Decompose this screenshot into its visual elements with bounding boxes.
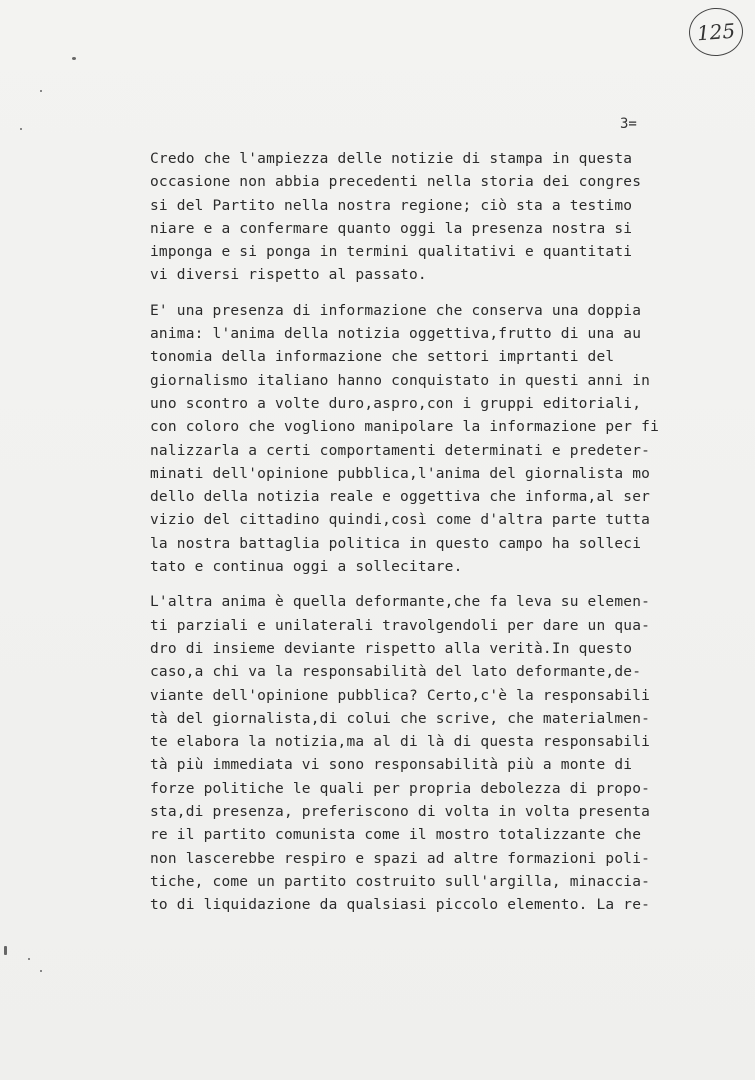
text-line: si del Partito nella nostra regione; ciò sta a testimo bbox=[150, 197, 633, 214]
text-line: niare e a confermare quanto oggi la presenza nostra si bbox=[150, 220, 633, 237]
scan-speck bbox=[28, 958, 30, 960]
text-line: to di liquidazione da qualsiasi piccolo elemento. La re- bbox=[150, 897, 651, 914]
scan-speck bbox=[4, 946, 7, 955]
text-line: Credo che l'ampiezza delle notizie di stampa in questa bbox=[150, 151, 633, 167]
text-line: nalizzarla a certi comportamenti determinati e predeter- bbox=[150, 442, 651, 459]
text-line: con coloro che vogliono manipolare la informazione per fi bbox=[150, 419, 659, 436]
paragraph bbox=[150, 300, 710, 580]
text-line: ti parziali e unilaterali travolgendoli per dare un qua- bbox=[150, 617, 651, 634]
text-line: L'altra anima è quella deformante,che fa leva su elemen- bbox=[150, 594, 651, 611]
paragraph bbox=[150, 148, 710, 288]
page-stamp bbox=[687, 6, 744, 58]
text-line: imponga e si ponga in termini qualitativi e quantitati bbox=[150, 244, 633, 261]
text-line: giornalismo italiano hanno conquistato in questi anni in bbox=[150, 372, 651, 389]
text-line: anima: l'anima della notizia oggettiva,frutto di una au bbox=[150, 326, 642, 343]
text-line: tonomia della informazione che settori imprtanti del bbox=[150, 349, 615, 366]
text-line: tiche, come un partito costruito sull'argilla, minaccia- bbox=[150, 873, 651, 890]
text-line: sta,di presenza, preferiscono di volta in volta presenta bbox=[150, 804, 651, 821]
text-line: vizio del cittadino quindi,così come d'altra parte tutta bbox=[150, 512, 651, 529]
text-line: la nostra battaglia politica in questo campo ha solleci bbox=[150, 535, 642, 552]
stamp-number: 125 bbox=[696, 18, 736, 46]
text-line: vi diversi rispetto al passato. bbox=[150, 267, 427, 284]
text-line: tato e continua oggi a sollecitare. bbox=[150, 559, 463, 576]
text-line: dro di insieme deviante rispetto alla verità.In questo bbox=[150, 640, 633, 657]
text-line: minati dell'opinione pubblica,l'anima del giornalista mo bbox=[150, 465, 651, 482]
text-line: forze politiche le quali per propria debolezza di propo- bbox=[150, 780, 651, 797]
text-line: tà del giornalista,di colui che scrive, che materialmen- bbox=[150, 710, 651, 727]
scan-speck bbox=[40, 970, 42, 972]
page-number: 3= bbox=[620, 116, 637, 132]
text-line: te elabora la notizia,ma al di là di questa responsabili bbox=[150, 734, 651, 751]
text-line: E' una presenza di informazione che conserva una doppia bbox=[150, 302, 642, 319]
text-line: dello della notizia reale e oggettiva che informa,al ser bbox=[150, 489, 651, 506]
text-line: caso,a chi va la responsabilità del lato deformante,de- bbox=[150, 664, 642, 681]
text-line: occasione non abbia precedenti nella storia dei congres bbox=[150, 174, 642, 191]
text-line: re il partito comunista come il mostro totalizzante che bbox=[150, 827, 642, 844]
paragraph bbox=[150, 591, 710, 917]
scan-speck bbox=[72, 57, 76, 60]
scan-speck bbox=[20, 128, 22, 130]
text-line: non lascerebbe respiro e spazi ad altre formazioni poli- bbox=[150, 850, 651, 867]
text-line: uno scontro a volte duro,aspro,con i gruppi editoriali, bbox=[150, 395, 642, 412]
text-line: viante dell'opinione pubblica? Certo,c'è la responsabili bbox=[150, 687, 651, 704]
document-body bbox=[150, 148, 710, 930]
scan-speck bbox=[40, 90, 42, 92]
text-line: tà più immediata vi sono responsabilità più a monte di bbox=[150, 757, 633, 774]
